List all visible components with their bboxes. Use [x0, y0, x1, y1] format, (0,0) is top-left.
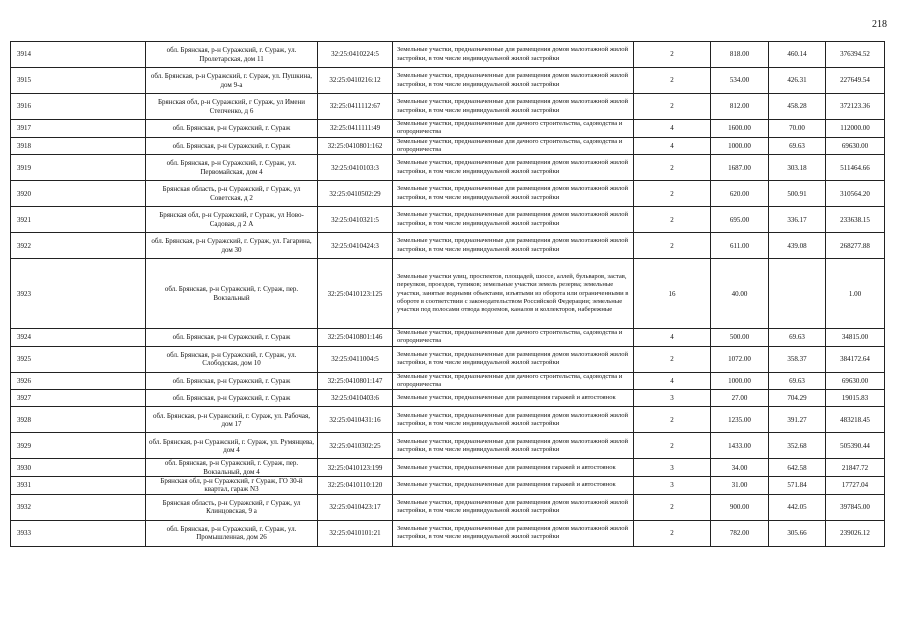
cadastral-value-cell: 268277.88 [826, 233, 885, 259]
cadastral-number-cell: 32:25:0410801:162 [318, 137, 393, 155]
group-code-cell: 2 [634, 42, 711, 68]
land-use-type-cell: Земельные участки улиц, проспектов, площадей, шоссе, аллей, бульваров, застав, переулков, проездов, тупиков; земельные участки земель резерва; земельные участки, занятые водными объектами, изъятыми из оборота или ограниченными в обороте в соответствии с законодательством Российской Федерации; земельные участки под полосами отвода водоемов, каналов и коллекторов, набережные [393, 259, 634, 329]
area-cell: 1600.00 [711, 120, 769, 138]
cadastral-number-cell: 32:25:0410123:125 [318, 259, 393, 329]
row-number-cell: 3920 [11, 181, 146, 207]
land-use-type-cell: Земельные участки, предназначенные для размещения домов малоэтажной жилой застройки, в том числе индивидуальной жилой застройки [393, 207, 634, 233]
area-cell: 1433.00 [711, 433, 769, 459]
area-cell: 1000.00 [711, 372, 769, 390]
address-cell: Брянская область, р-н Суражский, г Сураж, ул Советская, д 2 [146, 181, 318, 207]
specific-value-cell: 642.58 [769, 459, 826, 477]
area-cell: 1000.00 [711, 137, 769, 155]
specific-value-cell: 439.08 [769, 233, 826, 259]
cadastral-value-cell: 19015.83 [826, 390, 885, 407]
group-code-cell: 2 [634, 233, 711, 259]
land-use-type-cell: Земельные участки, предназначенные для дачного строительства, садоводства и огородничества [393, 137, 634, 155]
area-cell: 40.00 [711, 259, 769, 329]
address-cell: обл. Брянская, р-н Суражский, г. Сураж, ул. Промышленная, дом 26 [146, 520, 318, 546]
cadastral-value-cell: 376394.52 [826, 42, 885, 68]
address-cell: Брянская обл, р-н Суражский, г Сураж, ГО 30-й квартал, гараж N3 [146, 476, 318, 494]
land-use-type-cell: Земельные участки, предназначенные для размещения домов малоэтажной жилой застройки, в том числе индивидуальной жилой застройки [393, 155, 634, 181]
address-cell: обл. Брянская, р-н Суражский, г. Сураж, пер. Вокзальный, дом 4 [146, 459, 318, 477]
row-number-cell: 3928 [11, 407, 146, 433]
table-row [11, 181, 885, 207]
cadastral-value-cell: 17727.04 [826, 476, 885, 494]
cadastral-value-cell: 34815.00 [826, 329, 885, 347]
specific-value-cell: 352.68 [769, 433, 826, 459]
address-cell: обл. Брянская, р-н Суражский, г. Сураж, ул. Первомайская, дом 4 [146, 155, 318, 181]
group-code-cell: 2 [634, 68, 711, 94]
cadastral-number-cell: 32:25:0410321:5 [318, 207, 393, 233]
area-cell: 695.00 [711, 207, 769, 233]
group-code-cell: 2 [634, 494, 711, 520]
area-cell: 782.00 [711, 520, 769, 546]
cadastral-value-cell: 511464.66 [826, 155, 885, 181]
area-cell: 31.00 [711, 476, 769, 494]
cadastral-value-cell: 69630.00 [826, 372, 885, 390]
table-row [11, 459, 885, 477]
cadastral-number-cell: 32:25:0411004:5 [318, 346, 393, 372]
specific-value-cell: 460.14 [769, 42, 826, 68]
row-number-cell: 3932 [11, 494, 146, 520]
cadastral-value-cell: 483218.45 [826, 407, 885, 433]
land-use-type-cell: Земельные участки, предназначенные для размещения домов малоэтажной жилой застройки, в том числе индивидуальной жилой застройки [393, 407, 634, 433]
row-number-cell: 3924 [11, 329, 146, 347]
address-cell: Брянская область, р-н Суражский, г Сураж, ул Клинцовская, 9 а [146, 494, 318, 520]
land-use-type-cell: Земельные участки, предназначенные для дачного строительства, садоводства и огородничества [393, 120, 634, 138]
row-number-cell: 3930 [11, 459, 146, 477]
row-number-cell: 3923 [11, 259, 146, 329]
specific-value-cell [769, 259, 826, 329]
address-cell: обл. Брянская, р-н Суражский, г. Сураж, ул. Пушкина, дом 9-а [146, 68, 318, 94]
area-cell: 1235.00 [711, 407, 769, 433]
land-use-type-cell: Земельные участки, предназначенные для размещения домов малоэтажной жилой застройки, в том числе индивидуальной жилой застройки [393, 346, 634, 372]
land-use-type-cell: Земельные участки, предназначенные для размещения гаражей и автостоянок [393, 476, 634, 494]
cadastral-number-cell: 32:25:0410403:6 [318, 390, 393, 407]
specific-value-cell: 69.63 [769, 329, 826, 347]
row-number-cell: 3926 [11, 372, 146, 390]
cadastral-number-cell: 32:25:0410123:199 [318, 459, 393, 477]
row-number-cell: 3925 [11, 346, 146, 372]
specific-value-cell: 442.05 [769, 494, 826, 520]
table-row [11, 407, 885, 433]
cadastral-value-cell: 1.00 [826, 259, 885, 329]
cadastral-number-cell: 32:25:0410216:12 [318, 68, 393, 94]
row-number-cell: 3919 [11, 155, 146, 181]
area-cell: 27.00 [711, 390, 769, 407]
area-cell: 812.00 [711, 94, 769, 120]
cadastral-number-cell: 32:25:0410302:25 [318, 433, 393, 459]
row-number-cell: 3927 [11, 390, 146, 407]
row-number-cell: 3915 [11, 68, 146, 94]
cadastral-number-cell: 32:25:0410423:17 [318, 494, 393, 520]
specific-value-cell: 358.37 [769, 346, 826, 372]
row-number-cell: 3918 [11, 137, 146, 155]
cadastral-value-cell: 505390.44 [826, 433, 885, 459]
table-row [11, 42, 885, 68]
specific-value-cell: 303.18 [769, 155, 826, 181]
cadastral-value-cell: 384172.64 [826, 346, 885, 372]
specific-value-cell: 426.31 [769, 68, 826, 94]
table-row [11, 259, 885, 329]
cadastral-number-cell: 32:25:0410103:3 [318, 155, 393, 181]
table-row [11, 372, 885, 390]
address-cell: обл. Брянская, р-н Суражский, г. Сураж, ул. Рабочая, дом 17 [146, 407, 318, 433]
address-cell: обл. Брянская, р-н Суражский, г. Сураж [146, 329, 318, 347]
cadastral-number-cell: 32:25:0411112:67 [318, 94, 393, 120]
group-code-cell: 16 [634, 259, 711, 329]
group-code-cell: 2 [634, 407, 711, 433]
table-row [11, 329, 885, 347]
land-use-type-cell: Земельные участки, предназначенные для размещения домов малоэтажной жилой застройки, в том числе индивидуальной жилой застройки [393, 42, 634, 68]
table-row [11, 137, 885, 155]
address-cell: обл. Брянская, р-н Суражский, г. Сураж [146, 372, 318, 390]
area-cell: 1687.00 [711, 155, 769, 181]
land-use-type-cell: Земельные участки, предназначенные для размещения домов малоэтажной жилой застройки, в том числе индивидуальной жилой застройки [393, 494, 634, 520]
cadastral-number-cell: 32:25:0410424:3 [318, 233, 393, 259]
cadastral-number-cell: 32:25:0411111:49 [318, 120, 393, 138]
address-cell: обл. Брянская, р-н Суражский, г. Сураж, ул. Слободская, дом 10 [146, 346, 318, 372]
row-number-cell: 3917 [11, 120, 146, 138]
row-number-cell: 3933 [11, 520, 146, 546]
land-use-type-cell: Земельные участки, предназначенные для дачного строительства, садоводства и огородничества [393, 372, 634, 390]
cadastral-value-cell: 239026.12 [826, 520, 885, 546]
land-use-type-cell: Земельные участки, предназначенные для дачного строительства, садоводства и огородничества [393, 329, 634, 347]
cadastral-value-cell: 233638.15 [826, 207, 885, 233]
area-cell: 620.00 [711, 181, 769, 207]
row-number-cell: 3916 [11, 94, 146, 120]
specific-value-cell: 336.17 [769, 207, 826, 233]
cadastral-value-cell: 112000.00 [826, 120, 885, 138]
address-cell: Брянская обл, р-н Суражский, г Сураж, ул Имени Степченко, д 6 [146, 94, 318, 120]
area-cell: 900.00 [711, 494, 769, 520]
group-code-cell: 4 [634, 372, 711, 390]
area-cell: 534.00 [711, 68, 769, 94]
land-use-type-cell: Земельные участки, предназначенные для размещения гаражей и автостоянок [393, 390, 634, 407]
group-code-cell: 2 [634, 346, 711, 372]
cadastral-number-cell: 32:25:0410101:21 [318, 520, 393, 546]
table-row [11, 155, 885, 181]
cadastral-value-cell: 397845.00 [826, 494, 885, 520]
address-cell: обл. Брянская, р-н Суражский, г. Сураж, ул. Гагарина, дом 30 [146, 233, 318, 259]
row-number-cell: 3921 [11, 207, 146, 233]
table-row [11, 120, 885, 138]
group-code-cell: 3 [634, 390, 711, 407]
cadastral-number-cell: 32:25:0410801:146 [318, 329, 393, 347]
cadastral-number-cell: 32:25:0410431:16 [318, 407, 393, 433]
cadastral-value-cell: 372123.36 [826, 94, 885, 120]
specific-value-cell: 69.63 [769, 372, 826, 390]
table-row [11, 94, 885, 120]
cadastral-number-cell: 32:25:0410224:5 [318, 42, 393, 68]
group-code-cell: 4 [634, 137, 711, 155]
area-cell: 34.00 [711, 459, 769, 477]
group-code-cell: 4 [634, 329, 711, 347]
table-row [11, 494, 885, 520]
cadastral-number-cell: 32:25:0410502:29 [318, 181, 393, 207]
table-row [11, 520, 885, 546]
row-number-cell: 3914 [11, 42, 146, 68]
specific-value-cell: 571.84 [769, 476, 826, 494]
land-plot-table [10, 41, 885, 547]
land-use-type-cell: Земельные участки, предназначенные для размещения домов малоэтажной жилой застройки, в том числе индивидуальной жилой застройки [393, 68, 634, 94]
group-code-cell: 2 [634, 207, 711, 233]
address-cell: обл. Брянская, р-н Суражский, г. Сураж [146, 120, 318, 138]
specific-value-cell: 69.63 [769, 137, 826, 155]
cadastral-number-cell: 32:25:0410110:120 [318, 476, 393, 494]
specific-value-cell: 458.28 [769, 94, 826, 120]
area-cell: 818.00 [711, 42, 769, 68]
group-code-cell: 3 [634, 476, 711, 494]
cadastral-value-cell: 310564.20 [826, 181, 885, 207]
table-row [11, 207, 885, 233]
table-row [11, 346, 885, 372]
row-number-cell: 3929 [11, 433, 146, 459]
table-row [11, 433, 885, 459]
area-cell: 500.00 [711, 329, 769, 347]
cadastral-value-cell: 69630.00 [826, 137, 885, 155]
land-use-type-cell: Земельные участки, предназначенные для размещения домов малоэтажной жилой застройки, в том числе индивидуальной жилой застройки [393, 181, 634, 207]
group-code-cell: 3 [634, 459, 711, 477]
table-row [11, 233, 885, 259]
group-code-cell: 2 [634, 181, 711, 207]
group-code-cell: 2 [634, 433, 711, 459]
address-cell: обл. Брянская, р-н Суражский, г. Сураж, ул. Пролетарская, дом 11 [146, 42, 318, 68]
area-cell: 611.00 [711, 233, 769, 259]
group-code-cell: 4 [634, 120, 711, 138]
land-use-type-cell: Земельные участки, предназначенные для размещения домов малоэтажной жилой застройки, в том числе индивидуальной жилой застройки [393, 233, 634, 259]
table-row [11, 390, 885, 407]
group-code-cell: 2 [634, 520, 711, 546]
specific-value-cell: 500.91 [769, 181, 826, 207]
specific-value-cell: 70.00 [769, 120, 826, 138]
land-use-type-cell: Земельные участки, предназначенные для размещения домов малоэтажной жилой застройки, в том числе индивидуальной жилой застройки [393, 433, 634, 459]
land-use-type-cell: Земельные участки, предназначенные для размещения домов малоэтажной жилой застройки, в том числе индивидуальной жилой застройки [393, 520, 634, 546]
specific-value-cell: 704.29 [769, 390, 826, 407]
row-number-cell: 3931 [11, 476, 146, 494]
specific-value-cell: 305.66 [769, 520, 826, 546]
address-cell: обл. Брянская, р-н Суражский, г. Сураж [146, 137, 318, 155]
table-row [11, 476, 885, 494]
address-cell: обл. Брянская, р-н Суражский, г. Сураж [146, 390, 318, 407]
cadastral-number-cell: 32:25:0410801:147 [318, 372, 393, 390]
land-use-type-cell: Земельные участки, предназначенные для размещения домов малоэтажной жилой застройки, в том числе индивидуальной жилой застройки [393, 94, 634, 120]
address-cell: обл. Брянская, р-н Суражский, г. Сураж, ул. Румянцева, дом 4 [146, 433, 318, 459]
group-code-cell: 2 [634, 155, 711, 181]
cadastral-value-cell: 21847.72 [826, 459, 885, 477]
table-row [11, 68, 885, 94]
cadastral-value-cell: 227649.54 [826, 68, 885, 94]
address-cell: обл. Брянская, р-н Суражский, г. Сураж, пер. Вокзальный [146, 259, 318, 329]
area-cell: 1072.00 [711, 346, 769, 372]
land-use-type-cell: Земельные участки, предназначенные для размещения гаражей и автостоянок [393, 459, 634, 477]
group-code-cell: 2 [634, 94, 711, 120]
row-number-cell: 3922 [11, 233, 146, 259]
address-cell: Брянская обл, р-н Суражский, г Сураж, ул Ново-Садовая, д 2 А [146, 207, 318, 233]
specific-value-cell: 391.27 [769, 407, 826, 433]
page-number: 218 [872, 19, 887, 30]
